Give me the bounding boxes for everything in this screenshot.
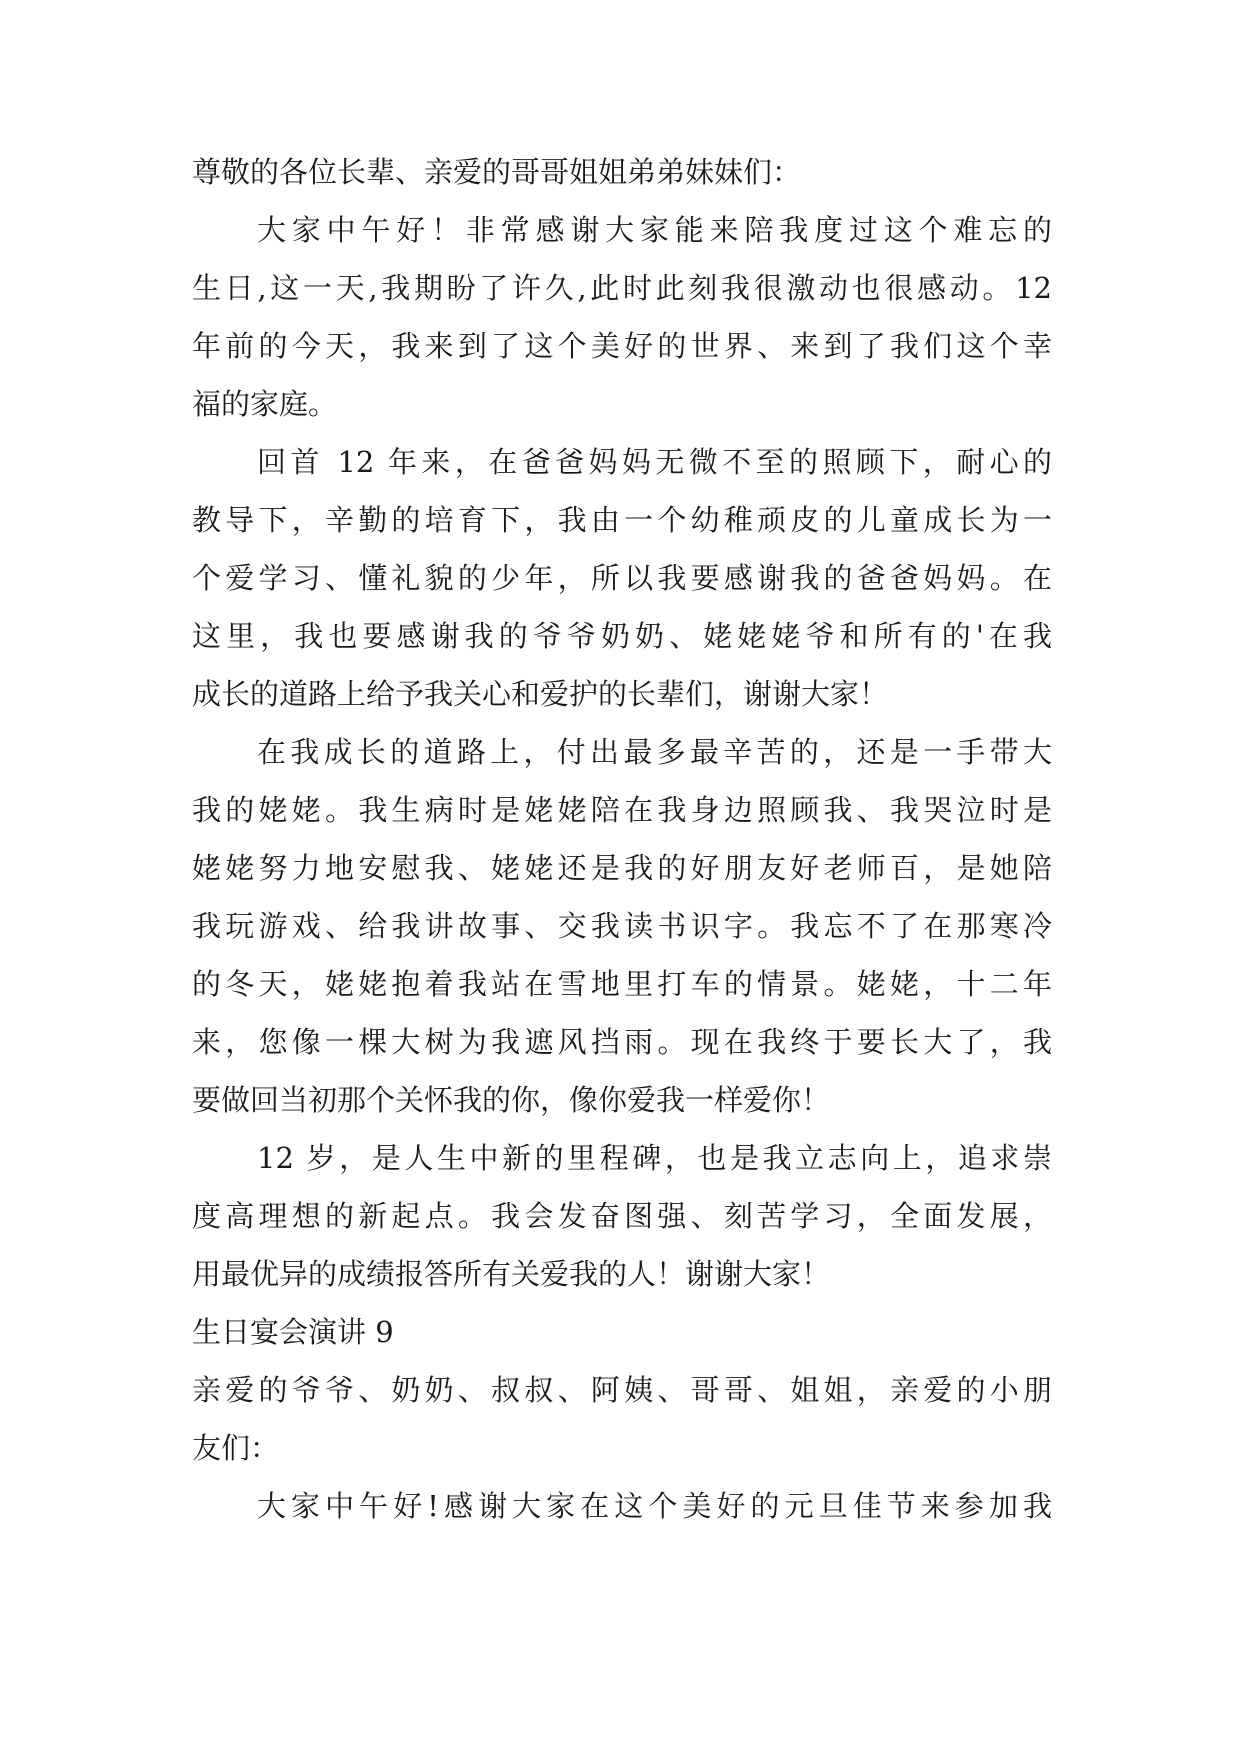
paragraph-line: 我玩游戏、给我讲故事、交我读书识字。我忘不了在那寒冷 [192,909,1052,943]
paragraph-line: 回首 12 年来，在爸爸妈妈无微不至的照顾下，耐心的 [257,445,1052,479]
paragraph-line: 在我成长的道路上，付出最多最辛苦的，还是一手带大 [257,735,1052,769]
greeting-line: 亲爱的爷爷、奶奶、叔叔、阿姨、哥哥、姐姐，亲爱的小朋 [192,1373,1052,1407]
paragraph-line: 这里，我也要感谢我的爷爷奶奶、姥姥姥爷和所有的'在我 [192,619,1052,653]
paragraph-line: 我的姥姥。我生病时是姥姥陪在我身边照顾我、我哭泣时是 [192,793,1052,827]
paragraph-line: 度高理想的新起点。我会发奋图强、刻苦学习，全面发展， [192,1199,1052,1233]
paragraph-line: 12 岁，是人生中新的里程碑，也是我立志向上，追求崇 [257,1141,1052,1175]
paragraph-line: 大家中午好!感谢大家在这个美好的元旦佳节来参加我 [257,1489,1052,1523]
paragraph-line: 来，您像一棵大树为我遮风挡雨。现在我终于要长大了，我 [192,1025,1052,1059]
paragraph-line: 的冬天，姥姥抱着我站在雪地里打车的情景。姥姥，十二年 [192,967,1052,1001]
section-heading: 生日宴会演讲 9 [192,1315,394,1349]
paragraph-line: 姥姥努力地安慰我、姥姥还是我的好朋友好老师百，是她陪 [192,851,1052,885]
greeting-line: 友们： [192,1431,280,1465]
paragraph-line: 大家中午好！非常感谢大家能来陪我度过这个难忘的 [257,213,1052,247]
paragraph-line: 福的家庭。 [192,387,338,421]
paragraph-line: 年前的今天，我来到了这个美好的世界、来到了我们这个幸 [192,329,1052,363]
paragraph-line: 生日,这一天,我期盼了许久,此时此刻我很激动也很感动。12 [192,271,1052,305]
paragraph-line: 个爱学习、懂礼貌的少年，所以我要感谢我的爸爸妈妈。在 [192,561,1052,595]
paragraph-line: 教导下，辛勤的培育下，我由一个幼稚顽皮的儿童成长为一 [192,503,1052,537]
paragraph-line: 用最优异的成绩报答所有关爱我的人！谢谢大家！ [192,1257,831,1291]
greeting-line: 尊敬的各位长辈、亲爱的哥哥姐姐弟弟妹妹们： [192,155,802,189]
paragraph-line: 成长的道路上给予我关心和爱护的长辈们，谢谢大家！ [192,677,889,711]
paragraph-line: 要做回当初那个关怀我的你，像你爱我一样爱你！ [192,1083,831,1117]
